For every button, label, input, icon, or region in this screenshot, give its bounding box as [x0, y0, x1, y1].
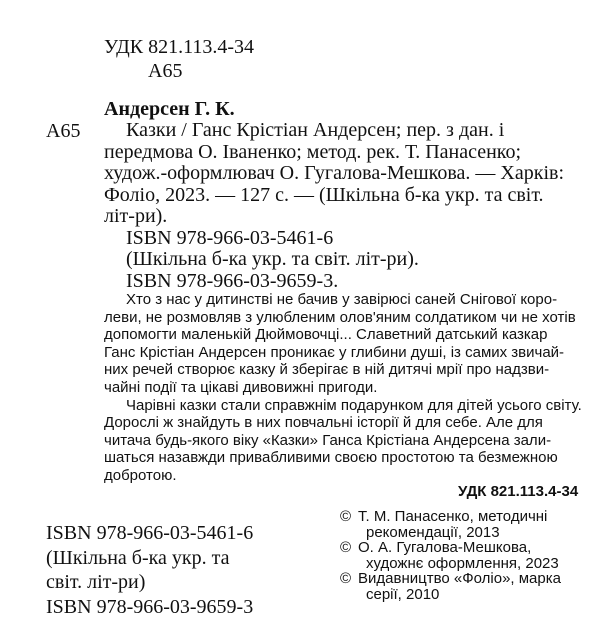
bibliographic-description: [104, 120, 584, 292]
copyright-symbol: ©: [340, 508, 352, 525]
author-heading: Андерсен Г. К.: [104, 98, 235, 120]
annotation-line: добротою.: [104, 466, 177, 484]
copyright-line: © Т. М. Панасенко, методичні: [340, 508, 548, 525]
isbn-line: ISBN 978-966-03-5461-6: [46, 522, 254, 544]
annotation-line: Ганс Крістіан Андерсен проникає у глибини душі, із самих звичай-: [104, 343, 565, 361]
catalog-author-mark: А65: [46, 120, 81, 142]
annotation-line: допомогти маленькій Дюймовочці... Славетний датський казкар: [104, 326, 548, 344]
annotation-line: Чарівні казки стали справжнім подарунком для дітей усього світу.: [126, 396, 582, 414]
annotation-line: леви, не розмовляв з улюбленим олов'яним солдатиком чи не хотів: [104, 308, 576, 326]
annotation-line: Хто з нас у дитинстві не бачив у завірюсі саней Снігової коро-: [126, 291, 558, 308]
annotation-line: Дорослі ж знайдуть в них повчальні історії й для себе. Але для: [104, 414, 543, 432]
description-line: Фоліо, 2023. — 127 с. — (Шкільна б-ка укр. та світ.: [104, 183, 544, 206]
copyright-line: © О. А. Гугалова-Мешкова,: [340, 539, 532, 557]
copyright-line: © Видавництво «Фоліо», марка: [340, 570, 561, 588]
description-line: передмова О. Іваненко; метод. рек. Т. Панасенко;: [104, 140, 522, 163]
author-mark-top: А65: [148, 60, 183, 82]
annotation-line: шаться назавжди привабливими своєю простотою та безмежною: [104, 449, 558, 467]
description-line: Казки / Ганс Крістіан Андерсен; пер. з дан. і: [126, 119, 505, 141]
isbn-line: ISBN 978-966-03-9659-3: [46, 595, 254, 618]
copyright-block: [340, 509, 561, 603]
copyright-line: рекомендації, 2013: [366, 523, 500, 541]
udk-code-bottom: УДК 821.113.4-34: [458, 483, 579, 500]
annotation-line: чайні події та цікаві дивовижні пригоди.: [104, 378, 378, 396]
isbn-line: ISBN 978-966-03-9659-3.: [126, 269, 339, 292]
description-line: худож.-оформлювач О. Гугалова-Мешкова. — Харків:: [104, 162, 565, 184]
series-line: (Шкільна б-ка укр. та: [46, 546, 230, 569]
copyright-line: серії, 2010: [366, 585, 440, 603]
copyright-symbol: ©: [340, 539, 352, 557]
copyright-symbol: ©: [340, 570, 352, 588]
annotation-line: читача будь-якого віку «Казки» Ганса Крістіана Андерсена зали-: [104, 431, 552, 449]
annotation: [104, 291, 586, 485]
description-line: літ-ри).: [104, 205, 168, 227]
annotation-line: них речей створює казку й зберігає в ній дитячі мрії про надзви-: [104, 361, 550, 379]
series-line: (Шкільна б-ка укр. та світ. літ-ри).: [126, 248, 419, 270]
bottom-isbn-block: [46, 521, 253, 619]
udk-code-top: УДК 821.113.4-34: [104, 36, 255, 58]
series-line: світ. літ-ри): [46, 571, 146, 594]
copyright-line: художнє оформлення, 2023: [366, 554, 559, 572]
isbn-line: ISBN 978-966-03-5461-6: [126, 226, 334, 249]
